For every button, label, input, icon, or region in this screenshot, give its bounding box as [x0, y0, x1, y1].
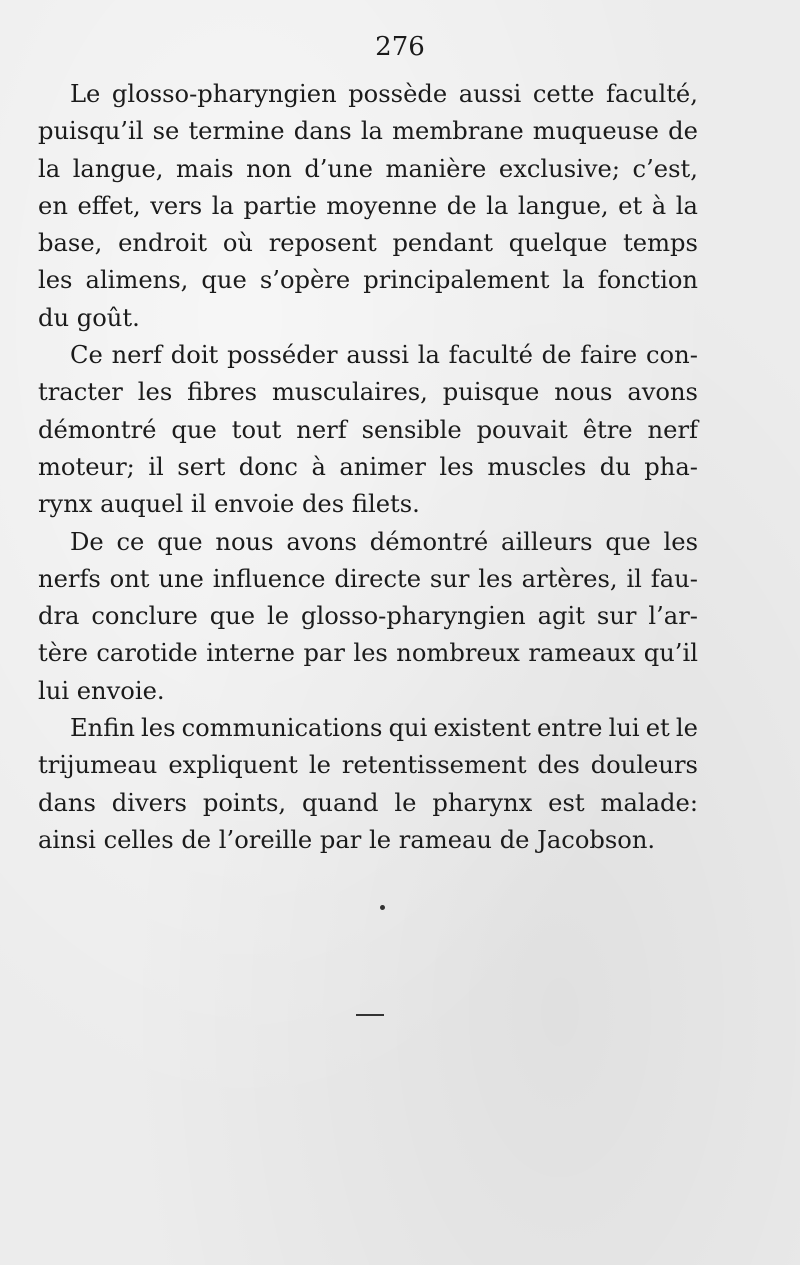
text-line: Le glosso-pharyngien possède aussi cette faculté,	[70, 80, 698, 108]
text-line: base, endroit où reposent pendant quelque temps	[38, 229, 698, 258]
text-line: du goût.	[38, 303, 140, 332]
ornament-dot	[380, 905, 385, 910]
body-text	[38, 76, 698, 859]
paragraph	[38, 337, 698, 523]
text-line: De ce que nous avons démontré ailleurs que les	[70, 527, 698, 556]
text-line: ainsi celles de l’oreille par le rameau de Jacobson.	[38, 825, 656, 854]
paragraph	[38, 524, 698, 710]
text-line: rynx auquel il envoie des filets.	[38, 490, 420, 519]
text-line: puisqu’il se termine dans la membrane muqueuse de	[38, 117, 698, 146]
text-line: Ce nerf doit posséder aussi la faculté de faire con-	[70, 341, 698, 370]
text-line: tracter les fibres musculaires, puisque nous avons	[38, 378, 698, 407]
text-line: tère carotide interne par les nombreux rameaux qu’il	[38, 639, 698, 668]
text-line: nerfs ont une influence directe sur les artères, il fau-	[38, 564, 698, 593]
text-line: dra conclure que le glosso-pharyngien agit sur l’ar-	[38, 602, 698, 631]
text-line: moteur; il sert donc à animer les muscles du pha-	[38, 452, 698, 481]
text-line: dans divers points, quand le pharynx est malade:	[38, 788, 698, 817]
text-line: Enfin les communications qui existent entre lui et le	[70, 714, 698, 743]
text-line: la langue, mais non d’une manière exclusive; c’est,	[38, 154, 698, 183]
page-number: 276	[375, 32, 425, 62]
text-line: en effet, vers la partie moyenne de la langue, et à la	[38, 191, 698, 220]
text-line: les alimens, que s’opère principalement la fonction	[38, 266, 698, 295]
text-line: lui envoie.	[38, 676, 165, 705]
paragraph	[38, 76, 698, 337]
ornament-dash	[356, 1014, 384, 1016]
text-line: trijumeau expliquent le retentissement des douleurs	[38, 751, 698, 780]
text-line: démontré que tout nerf sensible pouvait être nerf	[38, 415, 698, 444]
paragraph	[38, 710, 698, 859]
